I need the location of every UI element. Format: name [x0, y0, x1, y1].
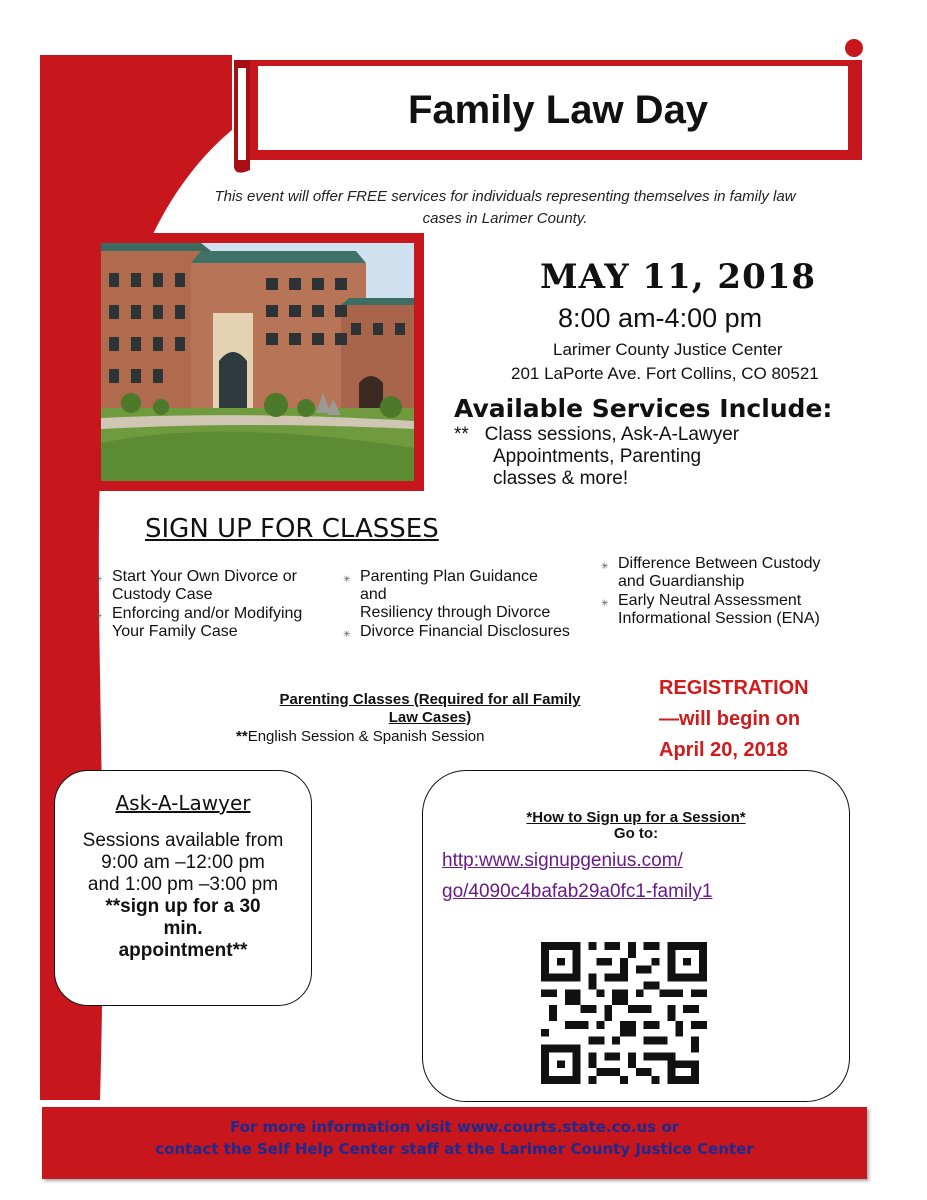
class-item-line: Difference Between Custody: [618, 555, 821, 572]
event-date: MAY 11, 2018: [540, 257, 817, 297]
ask-a-lawyer-details: [54, 830, 312, 962]
event-address: 201 LaPorte Ave. Fort Collins, CO 80521: [511, 364, 819, 383]
qr-code[interactable]: [541, 942, 707, 1084]
class-item-line: Start Your Own Divorce or: [112, 568, 297, 585]
footer-text: [42, 1116, 867, 1160]
registration-line-1: REGISTRATION: [659, 677, 809, 699]
ask-a-lawyer-heading: Ask-A-Lawyer: [115, 791, 251, 815]
ask-line-1: Sessions available from: [82, 830, 284, 851]
page-title: Family Law Day: [407, 88, 709, 132]
class-item: [601, 555, 861, 591]
signup-link-line-1[interactable]: http:www.signupgenius.com/: [442, 850, 683, 871]
class-item-line: Enforcing and/or Modifying: [112, 605, 303, 622]
services-marker: **: [454, 424, 469, 445]
ask-line-4: **sign up for a 30: [105, 896, 261, 917]
signup-link-line-2[interactable]: go/4090c4bafab29a0fc1-family1: [442, 881, 713, 902]
class-item-line: Custody Case: [112, 586, 213, 603]
parenting-sessions: [236, 728, 485, 745]
services-line-1: Class sessions, Ask-A-Lawyer: [484, 424, 740, 445]
class-item-line: Divorce Financial Disclosures: [360, 623, 570, 640]
signup-heading: *How to Sign up for a Session*: [526, 809, 746, 826]
class-item-line: and: [360, 586, 387, 603]
footer-line-2: contact the Self Help Center staff at the Larimer County Justice Center: [155, 1140, 754, 1158]
parenting-marker: **: [236, 728, 248, 745]
class-item-line: and Guardianship: [618, 573, 745, 590]
class-item-line: Parenting Plan Guidance: [360, 568, 538, 585]
parenting-heading-line-2: Law Cases): [388, 709, 472, 726]
class-item: [343, 623, 598, 641]
ask-line-2: 9:00 am –12:00 pm: [101, 852, 265, 873]
class-item-line: Your Family Case: [112, 623, 238, 640]
signup-link[interactable]: [442, 845, 712, 907]
footer-line-1: For more information visit www.courts.state.co.us or: [229, 1118, 680, 1136]
classes-column-2: [343, 568, 598, 642]
justice-center-photo: [101, 243, 414, 481]
class-item: [95, 605, 340, 641]
classes-column-1: [95, 568, 340, 642]
services-heading: Available Services Include:: [454, 394, 833, 423]
intro-line-2: cases in Larimer County.: [422, 210, 588, 227]
intro-text: [150, 186, 860, 230]
class-item-line: Early Neutral Assessment: [618, 592, 802, 609]
intro-line-1: This event will offer FREE services for individuals representing themselves in family law: [214, 188, 796, 205]
registration-notice: [659, 673, 809, 766]
registration-line-2: —will begin on: [659, 708, 801, 730]
services-list: [454, 424, 774, 490]
parenting-heading-line-1: Parenting Classes (Required for all Family: [279, 691, 581, 708]
classes-column-3: [601, 555, 861, 629]
ask-line-3: and 1:00 pm –3:00 pm: [87, 874, 279, 895]
parenting-sessions-text: English Session & Spanish Session: [247, 728, 485, 745]
classes-heading: SIGN UP FOR CLASSES: [145, 514, 439, 544]
event-time: 8:00 am-4:00 pm: [558, 303, 763, 333]
parenting-heading: [230, 691, 630, 727]
services-line-2: Appointments, Parenting: [493, 446, 702, 467]
class-item: [343, 568, 598, 622]
signup-goto: Go to:: [613, 825, 659, 842]
class-item: [95, 568, 340, 604]
registration-line-3: April 20, 2018: [659, 739, 788, 761]
services-line-3: classes & more!: [493, 468, 629, 489]
signup-instructions: [422, 810, 850, 842]
class-item-line: Informational Session (ENA): [618, 610, 820, 627]
ask-line-5: min.: [163, 918, 203, 939]
class-item-line: Resiliency through Divorce: [360, 604, 551, 621]
event-venue: Larimer County Justice Center: [553, 340, 783, 359]
ask-line-6: appointment**: [118, 940, 248, 961]
class-item: [601, 592, 861, 628]
